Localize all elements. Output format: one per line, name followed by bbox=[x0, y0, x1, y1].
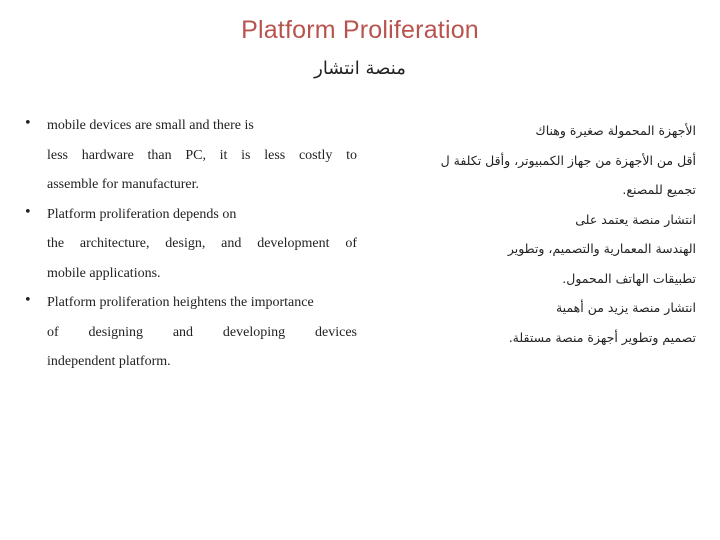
arabic-line: تطبيقات الهاتف المحمول. bbox=[562, 270, 696, 286]
slide-subtitle-arabic: منصة انتشار bbox=[314, 58, 406, 79]
bullet-line: of designing and developing devices bbox=[47, 324, 357, 340]
bullet-item bbox=[22, 116, 357, 205]
arabic-text-block bbox=[396, 120, 696, 356]
bullet-marker: • bbox=[24, 116, 32, 131]
slide-title: Platform Proliferation bbox=[241, 16, 479, 44]
bullet-line: mobile applications. bbox=[47, 265, 161, 281]
bullet-line: assemble for manufacturer. bbox=[47, 177, 199, 192]
bullet-marker: • bbox=[24, 204, 32, 220]
arabic-line: تصميم وتطوير أجهزة منصة مستقلة. bbox=[508, 329, 696, 345]
arabic-line: الأجهزة المحمولة صغيرة وهناك bbox=[535, 123, 696, 138]
arabic-line: تجميع للمصنع. bbox=[622, 182, 696, 197]
arabic-line: الهندسة المعمارية والتصميم، وتطوير bbox=[507, 241, 696, 256]
bullet-line: less hardware than PC, it is less costly to bbox=[47, 147, 357, 163]
bullet-line: independent platform. bbox=[47, 354, 171, 369]
bullet-marker: • bbox=[24, 293, 32, 308]
arabic-line: انتشار منصة يعتمد على bbox=[575, 211, 696, 227]
bullet-line: Platform proliferation heightens the importance bbox=[47, 295, 314, 310]
bullet-line: the architecture, design, and development of bbox=[47, 236, 357, 251]
bullet-item bbox=[22, 205, 357, 294]
bullet-line: Platform proliferation depends on bbox=[47, 206, 237, 222]
english-bullet-list bbox=[22, 116, 357, 382]
bullet-line: mobile devices are small and there is bbox=[47, 118, 254, 133]
arabic-line: انتشار منصة يزيد من أهمية bbox=[555, 300, 696, 315]
bullet-item bbox=[22, 293, 357, 382]
arabic-line: أقل من الأجهزة من جهاز الكمبيوتر، وأقل تكلفة ل bbox=[440, 152, 696, 168]
